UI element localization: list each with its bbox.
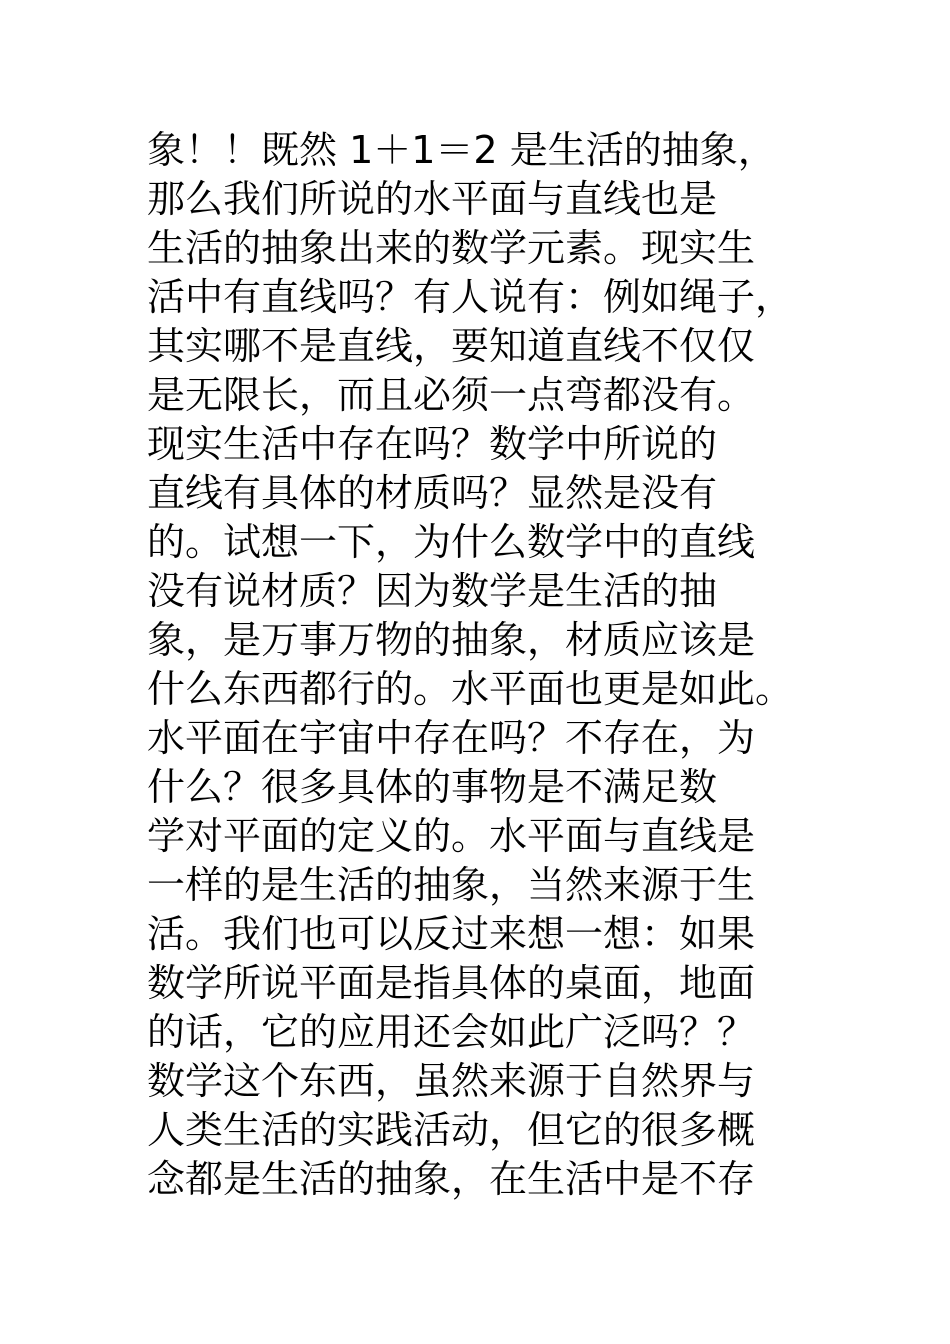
text-line: 一样的是生活的抽象，当然来源于生 — [147, 863, 756, 907]
text-line: 活中有直线吗？有人说有：例如绳子， — [147, 275, 794, 319]
text-line: 人类生活的实践活动，但它的很多概 — [147, 1108, 756, 1152]
text-line: 什么？很多具体的事物是不满足数 — [147, 765, 718, 809]
text-line: 生活的抽象出来的数学元素。现实生 — [147, 226, 756, 270]
text-line: 数学所说平面是指具体的桌面，地面 — [147, 961, 756, 1005]
text-line: 现实生活中存在吗？数学中所说的 — [147, 422, 718, 466]
text-line: 念都是生活的抽象，在生活中是不存 — [147, 1157, 756, 1201]
text-line: 是无限长，而且必须一点弯都没有。 — [147, 373, 756, 417]
text-line: 那么我们所说的水平面与直线也是 — [147, 177, 718, 221]
text-line: 象，是万事万物的抽象，材质应该是 — [147, 618, 756, 662]
text-line: 其实哪不是直线，要知道直线不仅仅 — [147, 324, 756, 368]
text-line: 水平面在宇宙中存在吗？不存在，为 — [147, 716, 756, 760]
text-line: 什么东西都行的。水平面也更是如此。 — [147, 667, 794, 711]
text-line: 数学这个东西，虽然来源于自然界与 — [147, 1059, 756, 1103]
text-line: 没有说材质？因为数学是生活的抽 — [147, 569, 718, 613]
body-text — [147, 126, 847, 1204]
text-line: 学对平面的定义的。水平面与直线是 — [147, 814, 756, 858]
text-line: 的话，它的应用还会如此广泛吗？？ — [147, 1010, 756, 1054]
text-line: 活。我们也可以反过来想一想：如果 — [147, 912, 756, 956]
text-line: 的。试想一下，为什么数学中的直线 — [147, 520, 756, 564]
text-line: 直线有具体的材质吗？显然是没有 — [147, 471, 718, 515]
text-line: 象！！既然 1＋1＝2 是生活的抽象， — [147, 128, 776, 172]
